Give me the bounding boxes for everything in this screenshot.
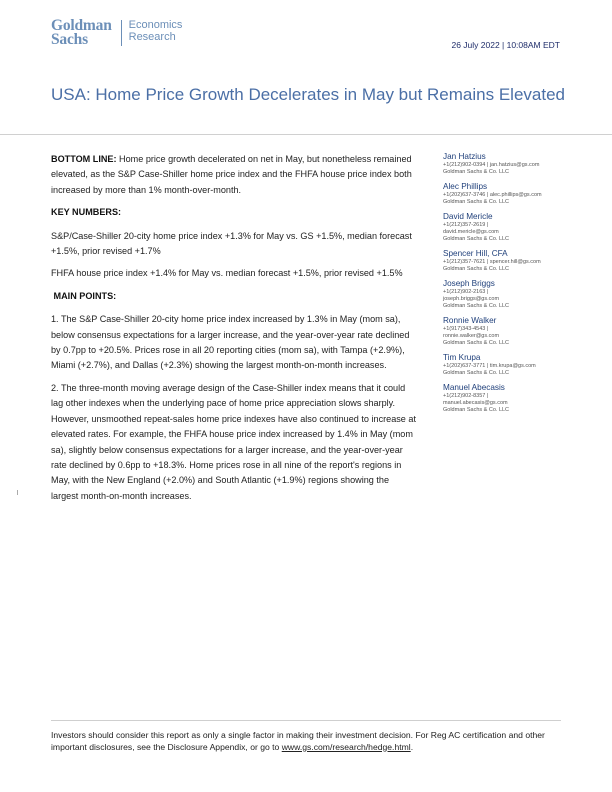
author-name: David Mericle <box>443 212 493 221</box>
disclosure-footer <box>51 730 561 753</box>
author-email[interactable]: david.mericle@gs.com <box>443 229 499 235</box>
author-name: Spencer Hill, CFA <box>443 249 508 258</box>
report-body <box>51 152 417 511</box>
author-contact[interactable]: +1(202)637-3746 | alec.phillips@gs.com <box>443 192 542 198</box>
author-firm: Goldman Sachs & Co. LLC <box>443 407 510 413</box>
key-number: FHFA house price index +1.4% for May vs. median forecast +1.5%, prior revised +1.5% <box>51 268 403 279</box>
key-number: S&P/Case-Shiller 20-city home price index +1.3% for May vs. GS +1.5%, median forecast +1.5%, prior revised +1.7% <box>51 230 412 257</box>
report-title: USA: Home Price Growth Decelerates in May but Remains Elevated <box>51 85 565 104</box>
author-firm: Goldman Sachs & Co. LLC <box>443 199 510 205</box>
author-email[interactable]: joseph.briggs@gs.com <box>443 296 500 302</box>
author-name: Joseph Briggs <box>443 279 495 288</box>
author-card <box>443 212 573 243</box>
goldman-sachs-logo <box>51 19 182 47</box>
author-contact[interactable]: +1(212)357-7621 | spencer.hill@gs.com <box>443 259 541 265</box>
publication-date: 26 July 2022 | 10:08AM EDT <box>451 40 560 50</box>
author-card <box>443 182 573 206</box>
bottom-line-label: BOTTOM LINE: <box>51 154 117 164</box>
author-name: Tim Krupa <box>443 353 481 362</box>
author-email[interactable]: manuel.abecasis@gs.com <box>443 400 508 406</box>
disclosure-end: . <box>410 741 414 752</box>
key-numbers-heading: KEY NUMBERS: <box>51 207 122 218</box>
division-name: Economics Research <box>128 19 183 43</box>
brand-name: Goldman Sachs <box>51 17 112 48</box>
main-point: 1. The S&P Case-Shiller 20-city home price index increased by 1.3% in May (mom sa), below consensus expectations for a larger increase, and the year-over-year rate declined by 0.7pp to +20.5%. Prices rose in all 20 reporting cities (mom sa), with Tampa (+2.9%), Miami (+2.7%), and Dallas (+2.3%) showing the largest month-on-month increases. <box>51 314 410 371</box>
author-contact[interactable]: +1(202)637-3771 | tim.krupa@gs.com <box>443 363 536 369</box>
header-divider <box>0 134 612 135</box>
disclosure-link[interactable]: www.gs.com/research/hedge.html <box>281 741 411 752</box>
author-name: Ronnie Walker <box>443 316 497 325</box>
author-contact: +1(212)902-8357 | <box>443 393 489 399</box>
authors-sidebar <box>443 152 573 420</box>
author-firm: Goldman Sachs & Co. LLC <box>443 169 510 175</box>
author-name: Jan Hatzius <box>443 152 486 161</box>
author-card <box>443 279 573 310</box>
author-contact: +1(212)902-2163 | <box>443 289 489 295</box>
author-contact[interactable]: +1(212)902-0394 | jan.hatzius@gs.com <box>443 162 540 168</box>
main-points-heading: MAIN POINTS: <box>51 290 117 301</box>
main-point: 2. The three-month moving average design of the Case-Shiller index means that it could lag other indexes when the underlying pace of home price appreciation slows sharply. However, unsmoothed repeat-sales home price indexes have also continued to increase at elevated rates. For example, the FHFA house price index increased by 1.4% in May (mom sa), slightly below consensus expectations for a larger increase, and the year-over-year rate declined by 0.6pp to +18.3%. Home prices rose in all nine of the report's regions in May, with the New England (+2.0%) and South Atlantic (+1.9%) regions showing the largest month-on-month increases. <box>51 382 416 501</box>
disclosure-text: Investors should consider this report as only a single factor in making their investment decision. For Reg AC certification and other important disclosures, see the Disclosure Appendix, or go to <box>51 730 545 752</box>
author-card <box>443 316 573 347</box>
author-firm: Goldman Sachs & Co. LLC <box>443 236 510 242</box>
author-firm: Goldman Sachs & Co. LLC <box>443 266 510 272</box>
author-card <box>443 353 573 377</box>
author-card <box>443 152 573 176</box>
footer-divider <box>51 720 561 721</box>
author-firm: Goldman Sachs & Co. LLC <box>443 370 510 376</box>
author-contact: +1(917)343-4543 | <box>443 326 489 332</box>
author-card <box>443 383 573 414</box>
bottom-line <box>51 152 417 198</box>
author-card <box>443 249 573 273</box>
author-name: Alec Phillips <box>443 182 488 191</box>
author-firm: Goldman Sachs & Co. LLC <box>443 340 510 346</box>
logo-divider <box>121 20 122 46</box>
author-email[interactable]: ronnie.walker@gs.com <box>443 333 500 339</box>
author-name: Manuel Abecasis <box>443 383 505 392</box>
margin-marker <box>17 490 18 495</box>
author-contact: +1(212)357-2619 | <box>443 222 489 228</box>
bottom-line-text: Home price growth decelerated on net in May, but nonetheless remained elevated, as the S&P Case-Shiller home price index and the FHFA house price index both increased by more than 1% month-over-month. <box>51 154 412 195</box>
author-firm: Goldman Sachs & Co. LLC <box>443 303 510 309</box>
